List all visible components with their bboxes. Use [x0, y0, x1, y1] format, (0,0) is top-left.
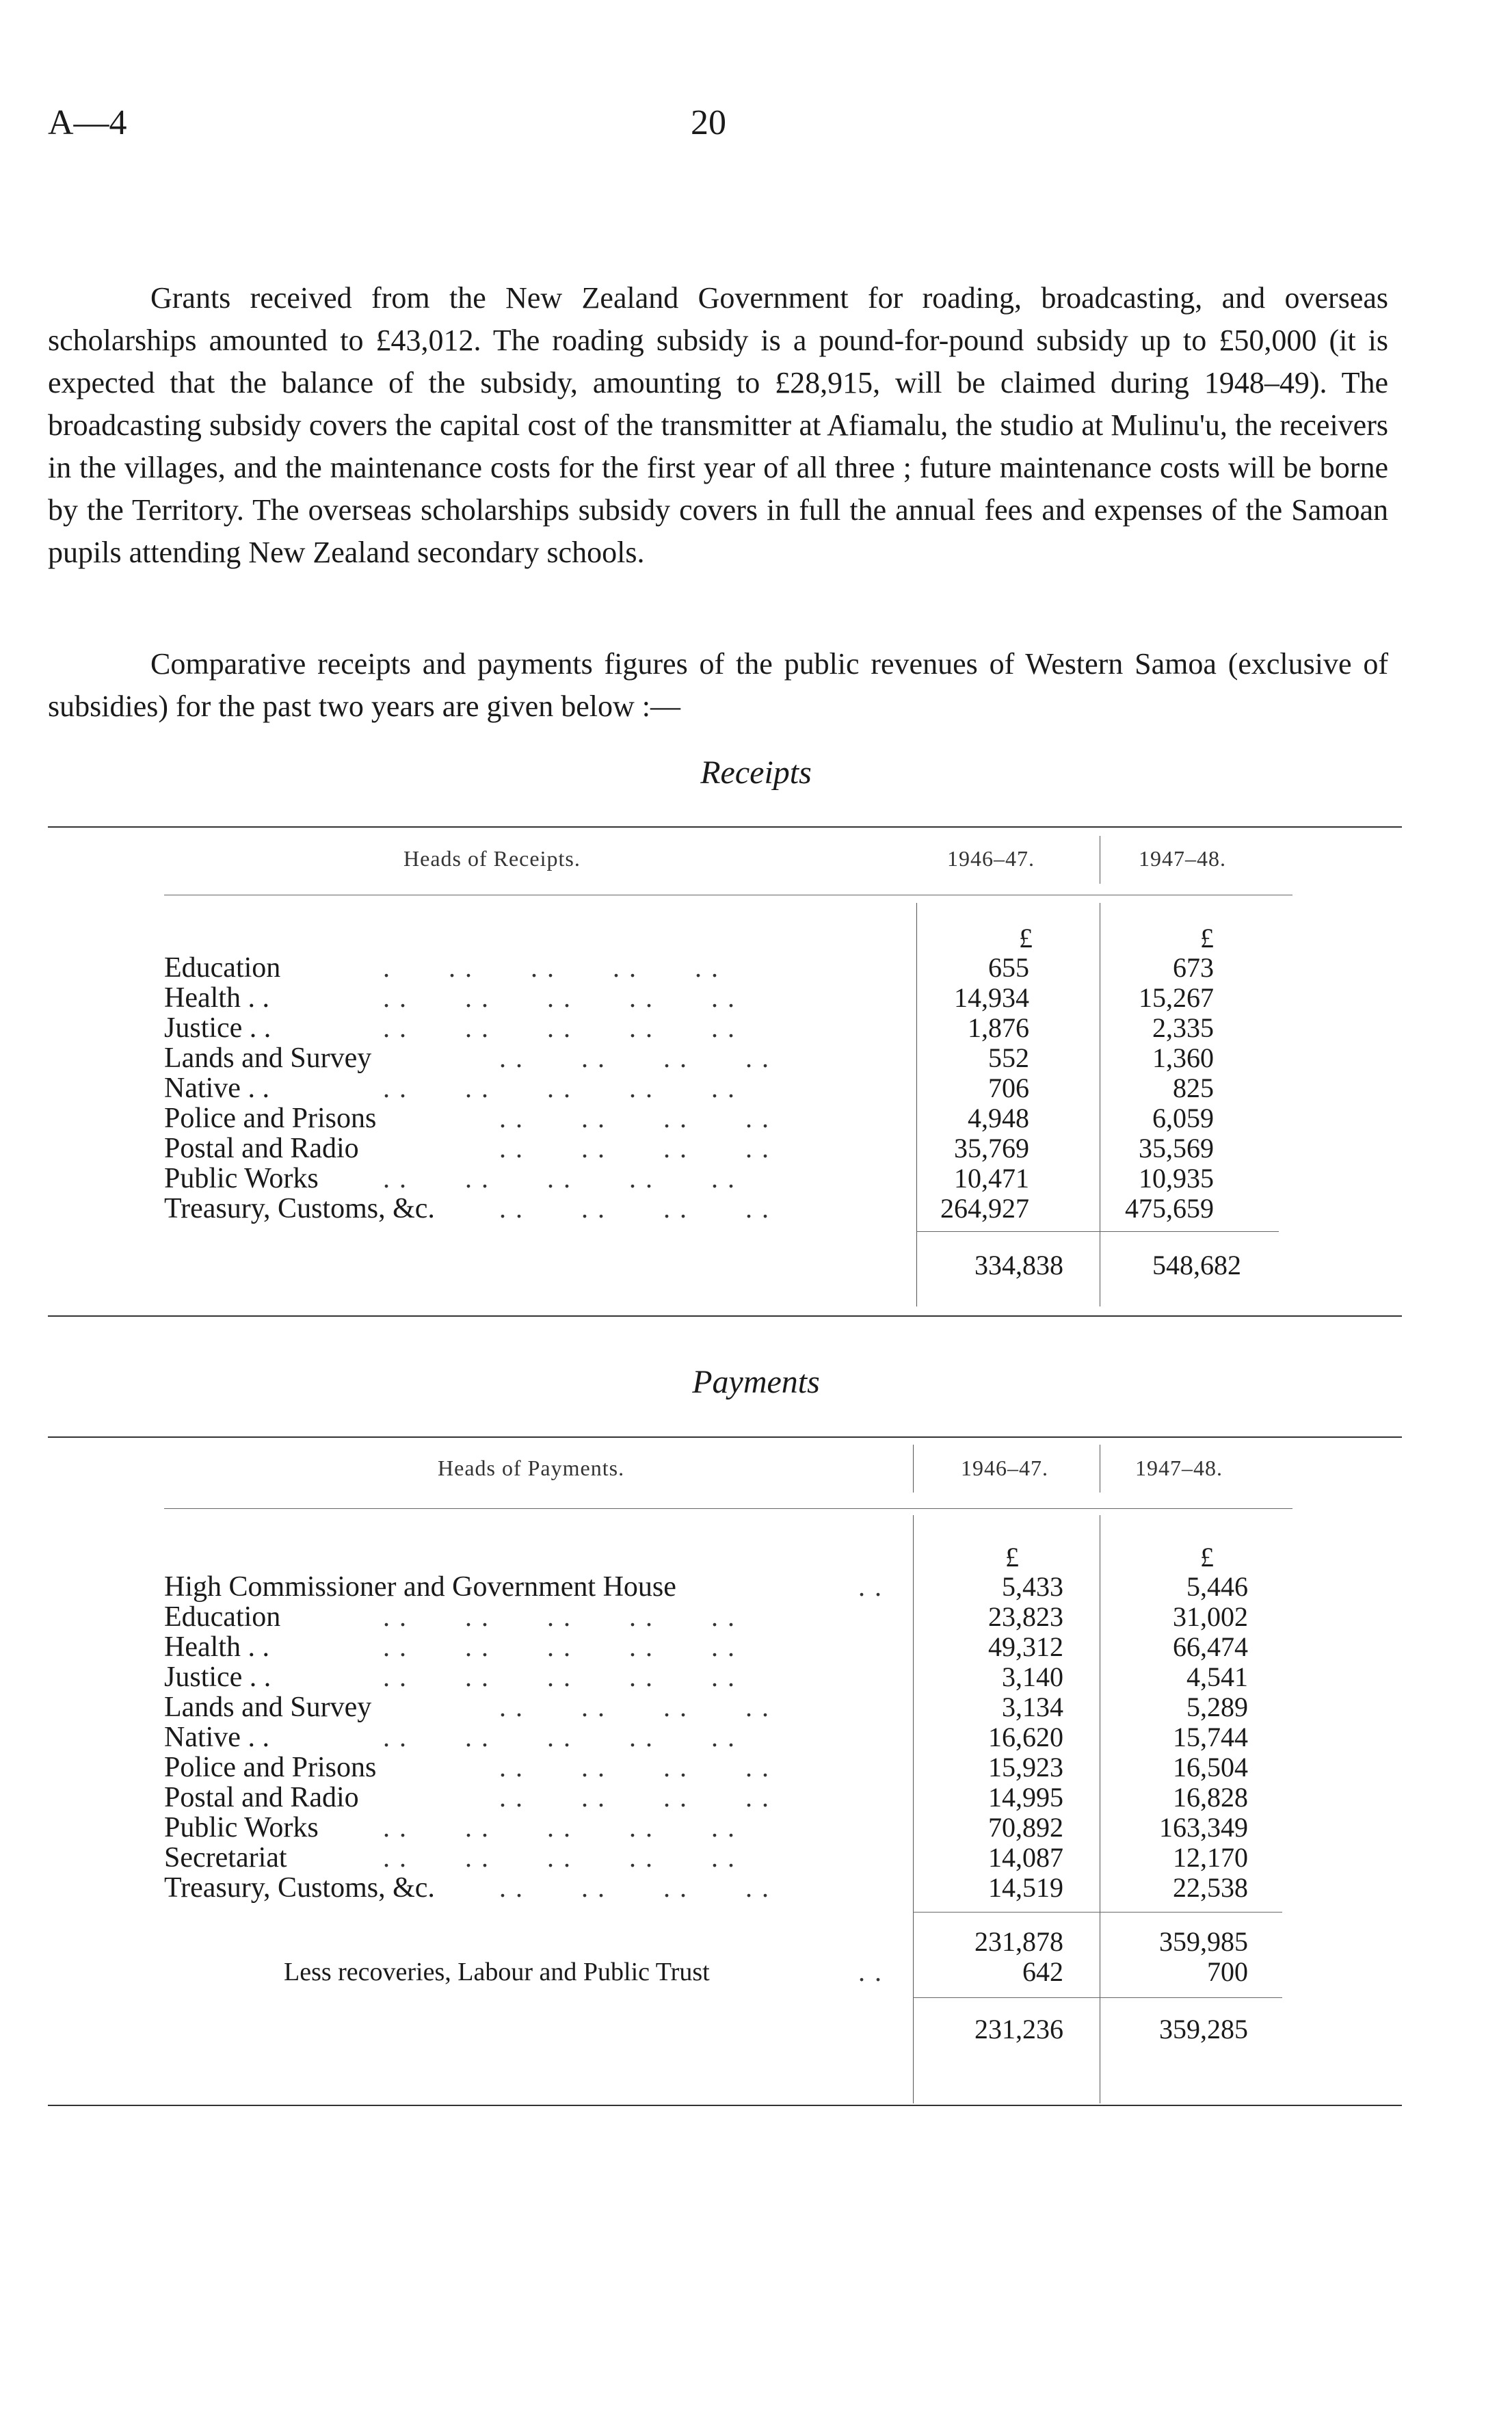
receipts-col-heads: Heads of Receipts. — [403, 846, 581, 871]
receipts-total-rule — [916, 1231, 1279, 1232]
receipts-col-year2: 1947–48. — [1139, 846, 1226, 871]
payments-less-recoveries-label: Less recoveries, Labour and Public Trust — [284, 1958, 710, 1986]
payments-title: Payments — [692, 1364, 820, 1400]
payments-subtotal-rule — [913, 1912, 1282, 1913]
receipts-title: Receipts — [700, 754, 812, 791]
payments-less-1946: 642 — [1022, 1956, 1063, 1987]
payments-currency-1947: £ — [1200, 1542, 1214, 1573]
payments-header-rule — [164, 1508, 1292, 1509]
receipts-currency-1946: £ — [1019, 923, 1033, 954]
payments-total-rule — [913, 1997, 1282, 1998]
payments-col-heads: Heads of Payments. — [438, 1456, 625, 1480]
payments-col-year2: 1947–48. — [1135, 1456, 1223, 1480]
payments-bottom-rule — [48, 2105, 1402, 2106]
receipts-col-year1: 1946–47. — [947, 846, 1035, 871]
receipts-top-rule — [48, 826, 1402, 828]
receipts-currency-1947: £ — [1200, 923, 1214, 954]
paragraph-comparative: Comparative receipts and payments figures of the public revenues of Western Samoa (exclusive of subsidies) for the past two years are given below :— — [48, 647, 1388, 723]
payments-subtotal-1947: 359,985 — [1159, 1926, 1248, 1957]
payments-subtotal-1946: 231,878 — [974, 1926, 1063, 1957]
payments-col-year1: 1946–47. — [961, 1456, 1048, 1480]
payments-less-1947: 700 — [1207, 1956, 1248, 1987]
payments-currency-1946: £ — [1005, 1542, 1019, 1573]
payments-total-1946: 231,236 — [974, 2014, 1063, 2045]
paragraph-grants: Grants received from the New Zealand Government for roading, broadcasting, and overseas scholarships amounted to £43,012. The roading subsidy is a pound-for-pound subsidy up to £50,000 (it is expected that the balance of the subsidy, amounting to £28,915, will be claimed during 1948–49). The broadcasting subsidy covers the capital cost of the transmitter at Afiamalu, the studio at Mulinu'u, the receivers in the villages, and the maintenance costs for the first year of all three ; future maintenance costs will be borne by the Territory. The overseas scholarships subsidy covers in full the annual fees and expenses of the Samoan pupils attending New Zealand secondary schools. — [48, 281, 1388, 569]
document-reference: A—4 — [48, 103, 127, 142]
page-number: 20 — [691, 103, 726, 142]
payments-total-1947: 359,285 — [1159, 2014, 1248, 2045]
receipts-total-1947: 548,682 — [1152, 1250, 1241, 1280]
payments-top-rule — [48, 1436, 1402, 1438]
receipts-bottom-rule — [48, 1315, 1402, 1317]
receipts-total-1946: 334,838 — [974, 1250, 1063, 1280]
